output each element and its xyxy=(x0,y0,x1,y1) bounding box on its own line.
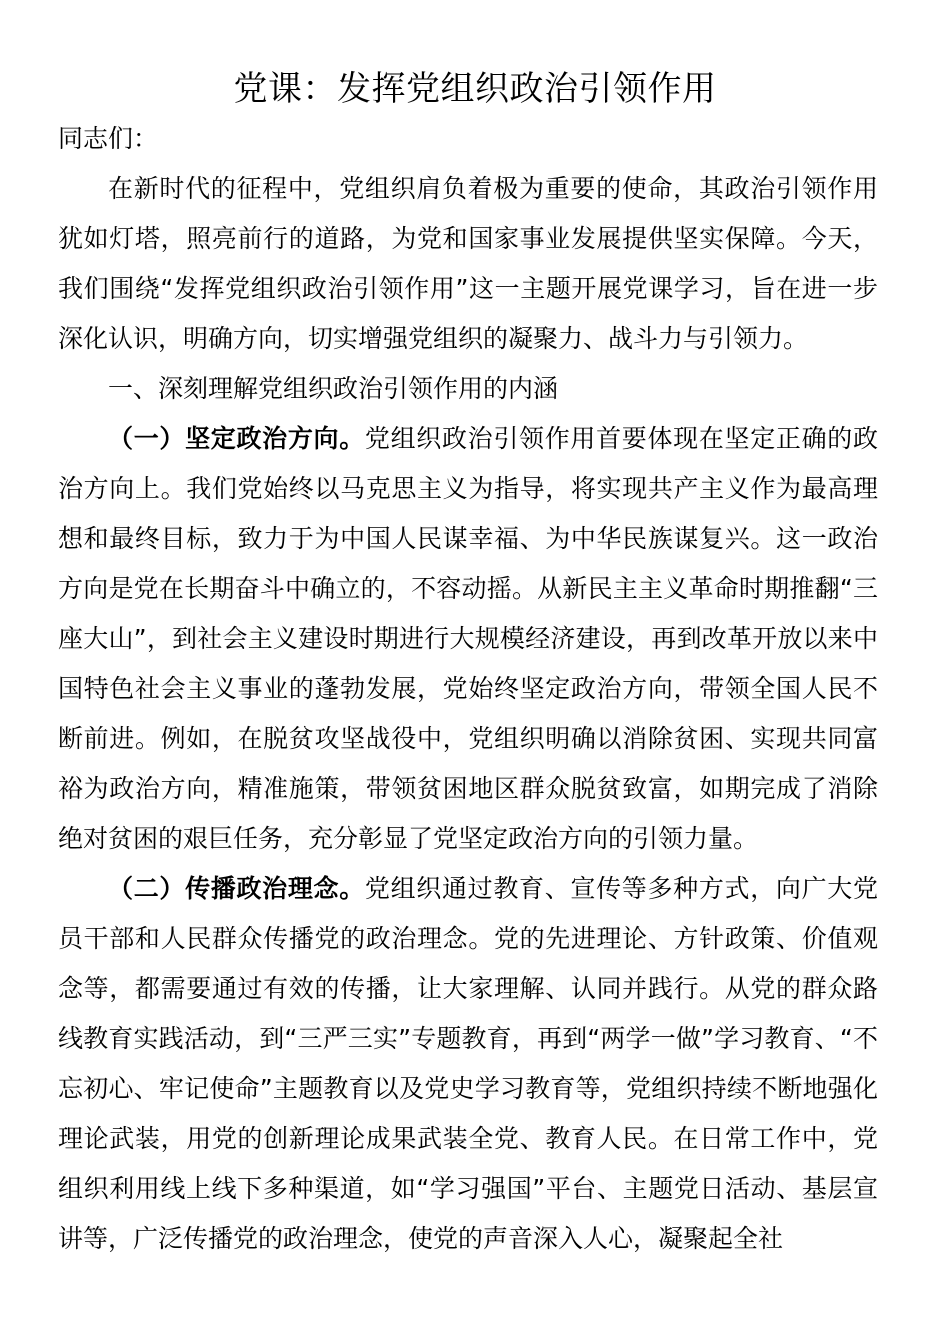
subsection-1-heading: （一）坚定政治方向。 xyxy=(108,424,365,453)
subsection-1-text: 党组织政治引领作用首要体现在坚定正确的政治方向上。我们党始终以马克思主义为指导，将实现共产主义作为最高理想和最终目标，致力于为中国人民谋幸福、为中华民族谋复兴。这一政治方向是党在长期奋斗中确立的，不容动摇。从新民主主义革命时期推翻“三座大山”，到社会主义建设时期进行大规模经济建设，再到改革开放以来中国特色社会主义事业的蓬勃发展，党始终坚定政治方向，带领全国人民不断前进。例如，在脱贫攻坚战役中，党组织明确以消除贫困、实现共同富裕为政治方向，精准施策，带领贫困地区群众脱贫致富，如期完成了消除绝对贫困的艰巨任务，充分彰显了党坚定政治方向的引领力量。 xyxy=(58,424,878,853)
section-heading-1: 一、深刻理解党组织政治引领作用的内涵 xyxy=(108,374,559,403)
subsection-2-heading: （二）传播政治理念。 xyxy=(108,874,365,903)
document-body xyxy=(58,114,878,1264)
document-title: 党课：发挥党组织政治引领作用 xyxy=(233,69,717,109)
intro-paragraph: 在新时代的征程中，党组织肩负着极为重要的使命，其政治引领作用犹如灯塔，照亮前行的道路，为党和国家事业发展提供坚实保障。今天，我们围绕“发挥党组织政治引领作用”这一主题开展党课学习，旨在进一步深化认识，明确方向，切实增强党组织的凝聚力、战斗力与引领力。 xyxy=(58,174,878,353)
subsection-2-text: 党组织通过教育、宣传等多种方式，向广大党员干部和人民群众传播党的政治理念。党的先进理论、方针政策、价值观念等，都需要通过有效的传播，让大家理解、认同并践行。从党的群众路线教育实践活动，到“三严三实”专题教育，再到“两学一做”学习教育、“不忘初心、牢记使命”主题教育以及党史学习教育等，党组织持续不断地强化理论武装，用党的创新理论成果武装全党、教育人民。在日常工作中，党组织利用线上线下多种渠道，如“学习强国”平台、主题党日活动、基层宣讲等，广泛传播党的政治理念，使党的声音深入人心，凝聚起全社 xyxy=(58,874,878,1253)
subsection-1-paragraph xyxy=(58,414,878,864)
salutation: 同志们： xyxy=(58,124,159,153)
subsection-2-paragraph xyxy=(58,864,878,1264)
